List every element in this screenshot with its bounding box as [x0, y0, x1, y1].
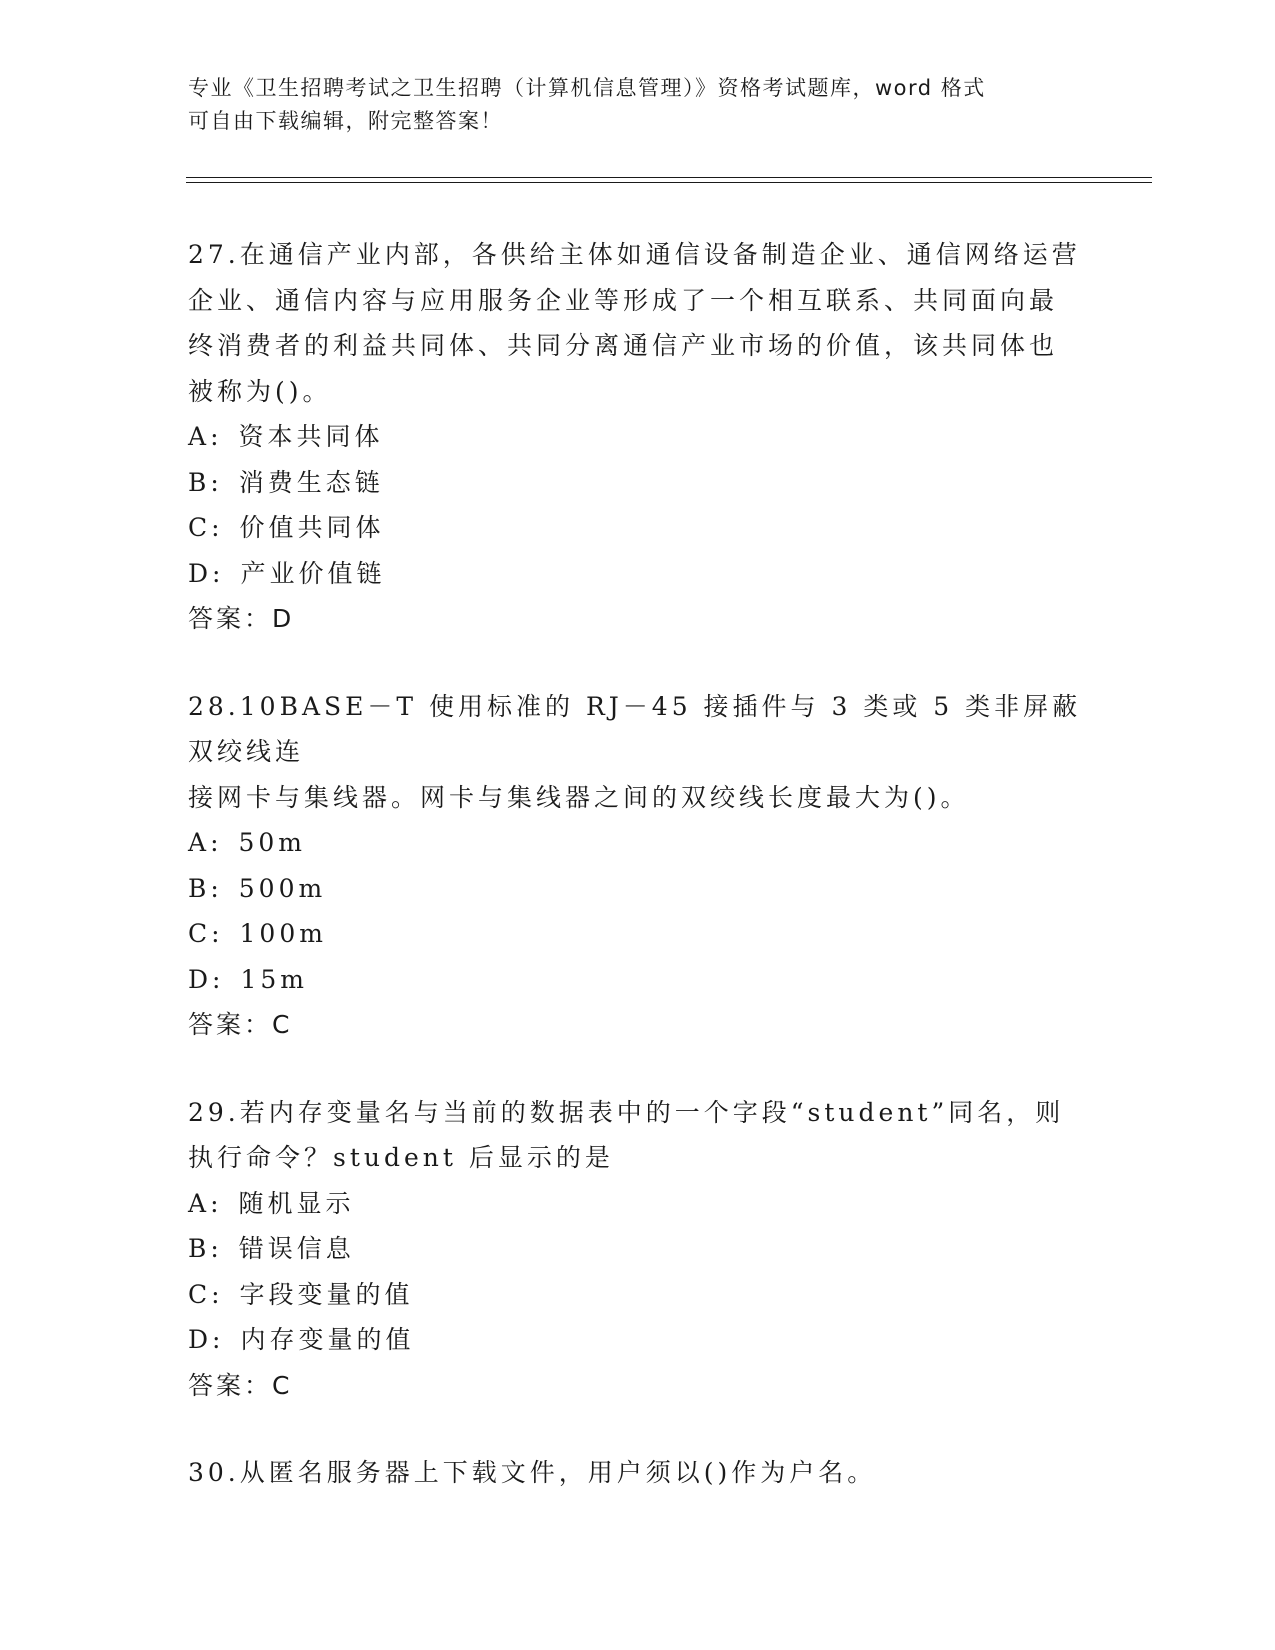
- question-29: [188, 1090, 1088, 1409]
- option-text: 内存变量的值: [240, 1325, 415, 1354]
- option-text: 错误信息: [238, 1234, 355, 1263]
- question-line: 30.从匿名服务器上下载文件，用户须以()作为户名。: [188, 1458, 877, 1487]
- option-a: A: 50m: [188, 828, 306, 857]
- question-line: 终消费者的利益共同体、共同分离通信产业市场的价值，该共同体也: [188, 331, 1059, 360]
- question-line: 企业、通信内容与应用服务企业等形成了一个相互联系、共同面向最: [188, 285, 1059, 315]
- option-b: B: 500m: [188, 873, 327, 903]
- answer-line: [188, 1002, 1088, 1048]
- option-letter: A: [188, 1188, 211, 1218]
- option-letter: C: [188, 919, 212, 948]
- option-letter: A: [188, 828, 211, 857]
- question-30: [188, 1450, 1088, 1496]
- option-letter: C: [188, 1279, 212, 1309]
- question-28: [188, 684, 1088, 1048]
- answer-prefix: 答案：: [188, 1370, 273, 1400]
- question-text: [188, 1090, 1088, 1181]
- header-double-rule: [186, 177, 1152, 183]
- option-letter: B: [188, 467, 211, 497]
- option-letter: A: [188, 422, 211, 451]
- option-letter: C: [188, 513, 212, 542]
- option-c: C: 价值共同体: [188, 513, 385, 542]
- option-text: 产业价值链: [240, 558, 386, 588]
- option-d: D: 内存变量的值: [188, 1325, 415, 1354]
- option-c: C: 100m: [188, 919, 327, 948]
- question-line: 接网卡与集线器。网卡与集线器之间的双绞线长度最大为()。: [188, 782, 970, 812]
- option-b: B: 消费生态链: [188, 467, 384, 497]
- question-line: 被称为()。: [188, 376, 332, 406]
- answer-value: D: [272, 604, 295, 633]
- answer-prefix: 答案：: [188, 1010, 273, 1039]
- option-c: C: 字段变量的值: [188, 1279, 414, 1309]
- answer-value: C: [272, 1010, 293, 1039]
- option-text: 消费生态链: [238, 467, 384, 497]
- option-a: A: 随机显示: [188, 1188, 355, 1218]
- question-line: 27.在通信产业内部，各供给主体如通信设备制造企业、通信网络运营: [188, 240, 1081, 269]
- option-a: A: 资本共同体: [188, 422, 384, 451]
- option-text: 50m: [238, 828, 306, 857]
- question-text: [188, 1450, 1088, 1496]
- option-b: B: 错误信息: [188, 1234, 355, 1263]
- question-27: [188, 232, 1088, 642]
- question-line: 28.10BASE－T 使用标准的 RJ－45 接插件与 3 类或 5 类非屏蔽双绞线连: [188, 691, 1082, 766]
- header-line-1: 专业《卫生招聘考试之卫生招聘（计算机信息管理）》资格考试题库，word 格式: [188, 76, 986, 100]
- document-header: [188, 72, 1078, 138]
- option-letter: D: [188, 964, 213, 994]
- answer-value: C: [272, 1370, 293, 1400]
- option-text: 资本共同体: [238, 422, 384, 451]
- question-list: [188, 232, 1088, 1514]
- question-text: [188, 232, 1088, 414]
- answer-line: [188, 1363, 1088, 1409]
- option-letter: B: [188, 873, 211, 903]
- answer-prefix: 答案：: [188, 604, 273, 633]
- option-d: D: 产业价值链: [188, 558, 386, 588]
- answer-line: [188, 596, 1088, 642]
- question-text: [188, 684, 1088, 821]
- option-d: D: 15m: [188, 964, 308, 994]
- option-text: 价值共同体: [239, 513, 385, 542]
- option-letter: B: [188, 1234, 211, 1263]
- option-letter: D: [188, 1325, 213, 1354]
- option-text: 15m: [240, 964, 308, 994]
- option-text: 随机显示: [238, 1188, 355, 1218]
- option-letter: D: [188, 558, 213, 588]
- option-text: 500m: [238, 873, 327, 903]
- header-line-2: 可自由下载编辑，附完整答案！: [188, 109, 503, 133]
- option-text: 100m: [239, 919, 327, 948]
- option-text: 字段变量的值: [239, 1279, 414, 1309]
- question-line: 29.若内存变量名与当前的数据表中的一个字段“student”同名，则: [188, 1097, 1065, 1127]
- question-line: 执行命令？student 后显示的是: [188, 1143, 614, 1172]
